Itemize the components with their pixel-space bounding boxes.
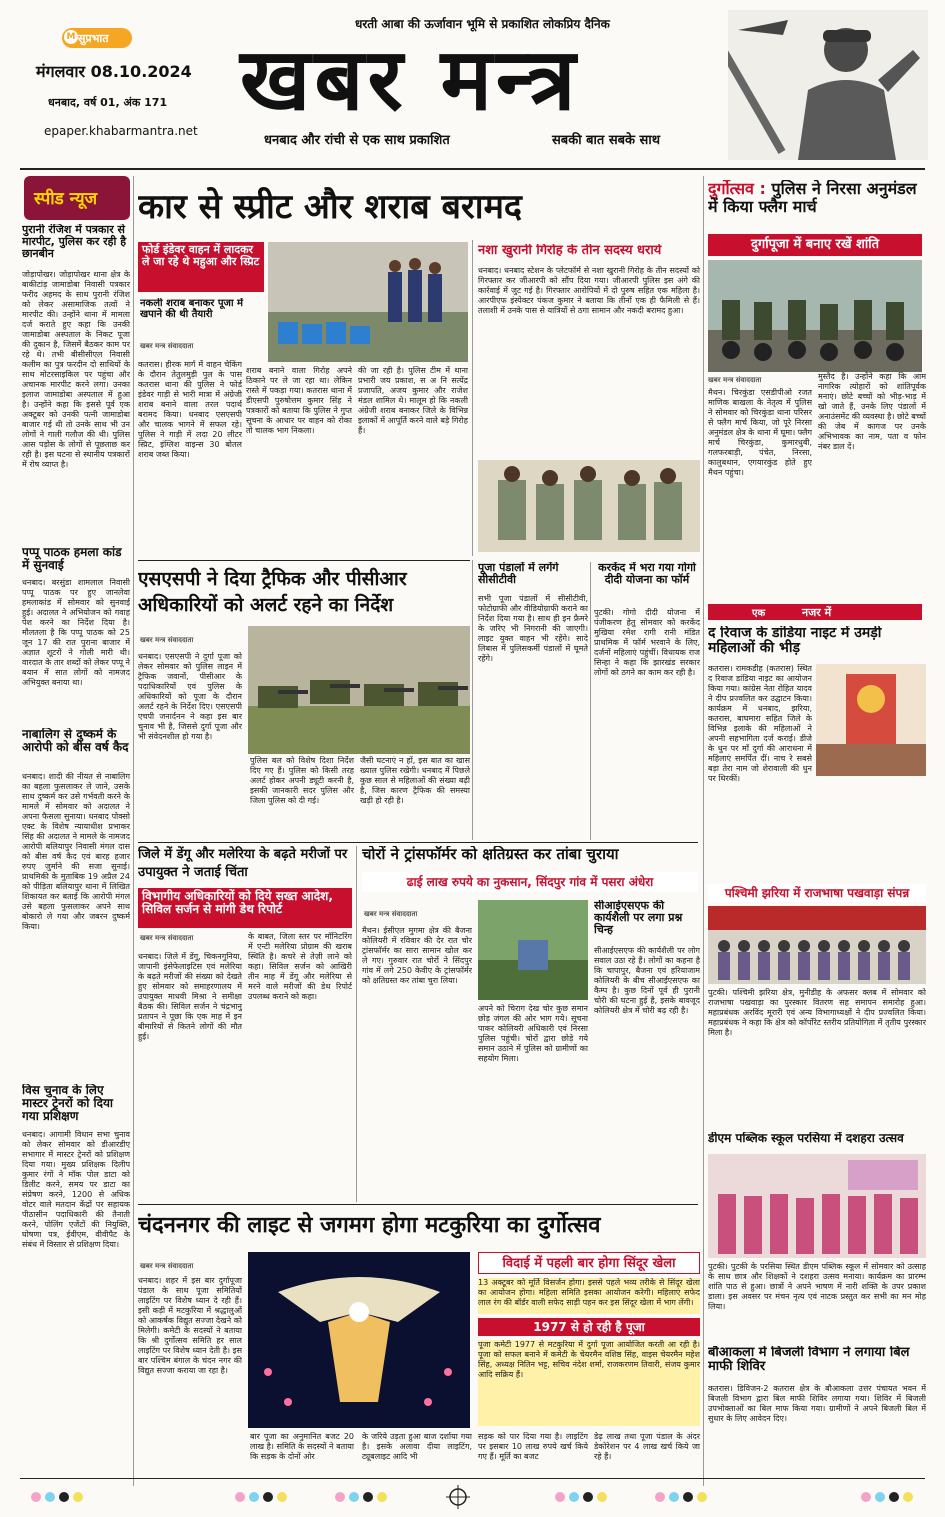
ssp-col-1: धनबाद। एसएसपी ने दुर्गा पूजा को लेकर सोमवार को पुलिस लाइन में ट्रैफिक जवानों, पीसीआर के पदाधिकारियों एवं पुलिस के अधिकारियों को पूजा के दौरान अलर्ट रहने के निर्देश दिए। एसएसपी एचपी जनार्दनन ने कहा इस बार चुनाव भी है, जिससे दुर्गा पूजा और भी संवेदनशील हो गया है। <box>138 652 242 741</box>
masthead-title: खबर मन्त्र <box>240 29 580 130</box>
gang-photo <box>478 460 700 552</box>
lead-photo <box>268 242 468 362</box>
baunakala-headline: बौआकला में बिजली विभाग ने लगाया बिल माफी शिविर <box>708 1346 910 1375</box>
lead-col-3: की जा रही है। पुलिस टीम में थाना प्रभारी जय प्रकाश, स अ नि सत्येंद्र प्रजापति, अजय कुमार और राजेश मंडल शामिल थे। मालूम हो कि नकली अंग्रेजी शराब बनाकर जिले के विभिन्न इलाकों में आपूर्ति करने वाले बड़े गिरोह हैं। <box>358 366 468 435</box>
chandan-byline: खबर मन्त्र संवाददाता <box>140 1262 194 1270</box>
durgotsav-photo <box>708 260 922 372</box>
jharia-body: पुटकी। पश्चिमी झरिया क्षेत्र, मुनीडीह के अफसर क्लब में सोमवार को राजभाषा पखवाड़ा का पुरस्कार वितरण सह समापन समारोह हुआ। महाप्रबंधक अरविंद मूरारी एवं अन्य विभागाध्यक्षों ने दीप प्रज्वलित किया। महाप्रबंधक ने कहा कि क्षेत्र को कॉर्पोरेट स्तरीय प्रतियोगिता में तृतीय पुरस्कार मिला है। <box>708 988 926 1037</box>
pandal-headline: पूजा पंडालों में लगेंगे सीसीटीवी <box>478 562 559 587</box>
cisf-headline: सीआईएसएफ की कार्यशैली पर लगा प्रश्न चिन्ह <box>594 900 683 937</box>
left-news-4-body: धनबाद। आगामी विधान सभा चुनाव को लेकर सोमवार को डीआरडीए सभागार में मास्टर ट्रेनरों को प्रशिक्षण दिया गया। मुख्य प्रशिक्षक दिलीप कुमार रंगों ने मॉक पोल डाटा को डिलीट करने, समय पर डाटा का संप्रेषण करने, 1200 से अधिक वोटर वाले मतदान केंद्रों पर सहायक पीठासीन पदाधिकारी की तैनाती करने, पोलिंग एजेंटों की नियुक्ति, घोषणा पत्र, ईवीएम, वीवीपैट के संबंध में विस्तार से प्रशिक्षण दिया। <box>22 1130 130 1249</box>
masthead-sub-left: धनबाद और रांची से एक साथ प्रकाशित <box>264 133 450 148</box>
ssp-col-3: जैसी घटनाएं न हों, इस बात का खास ख्याल पुलिस रखेगी। धनबाद में पिछले कुछ साल से महिलाओं की संख्या बढ़ी है, जिस कारण ट्रैफिक की समस्या खड़ी हो रही है। <box>360 756 470 805</box>
ek-nazar-bar <box>708 604 922 620</box>
chandan-col-2: बार पूजा का अनुमानित बजट 20 लाख है। समिति के सदस्यों ने बताया कि सड़क के दोनों ओर <box>250 1432 354 1461</box>
jharia-headline: पश्चिमी झरिया में राजभाषा पखवाड़ा संपन्न <box>708 884 926 902</box>
left-news-3-headline: नाबालिग से दुष्कर्म के आरोपी को बीस वर्ष कैद <box>22 728 129 755</box>
lead-col-2: शराब बनाने वाला गिरोह अपने ठिकाने पर ले जा रहा था। लेकिन रास्ते में पकड़ा गया। कतरास थाना में डीएसपी पुरुषोत्तम कुमार सिंह ने पत्रकारों को बताया कि पुलिस ने गुप्त सूचना के आधार पर वाहन को रोका तो चालक भाग निकला। <box>246 366 352 435</box>
website-link[interactable]: epaper.khabarmantra.net <box>44 124 198 138</box>
durgotsav-col-2: मुस्तैद है। उन्होंने कहा कि आम नागरिक त्योहारों को शांतिपूर्वक मनाएं। छोटे बच्चों को भीड़-भाड़ में खो जाते हैं, उनके लिए पंडालों में अनाउंसमेंट की व्यवस्था है। छोटे बच्चों की जेब में कागज पर उनके अभिभावक का नाम, पता व फोन नंबर डाल दें। <box>818 372 926 451</box>
sindoor-sub-bar: 1977 से हो रही है पूजा <box>478 1318 700 1336</box>
brand-small-label: सुप्रभात <box>78 32 109 45</box>
dandiya-body-2 <box>816 780 926 844</box>
left-news-4-headline: विस चुनाव के लिए मास्टर ट्रेनरों को दिया गया प्रशिक्षण <box>22 1084 114 1124</box>
jharia-photo <box>708 906 926 984</box>
day-date: मंगलवार 08.10.2024 <box>36 62 192 81</box>
lead-kicker-2: नकली शराब बनाकर पूजा में खपाने की थी तैयारी <box>140 298 244 320</box>
ek-nazar-label: नजर में <box>802 606 832 619</box>
left-news-2-body: धनबाद। बरसुंडा शामलाल निवासी पप्पू पाठक पर हुए जानलेवा हमलाकांड में सोमवार को सुनवाई हुई। अदालत ने अभियोजन को गवाह पेश करने का निर्देश दिया है। मौलतला है कि पप्पू पाठक को 25 जून 17 की रात पुराना बाजार में अज्ञात शूटरों ने गोली मारी थी। वारदात के तार शब्दों को लेकर पप्पू ने बयान में सात लोगों को नामजद अभियुक्त बनाया था। <box>22 578 130 687</box>
gang-body: धनबाद। धनबाद स्टेशन के प्लेटफॉर्म से नशा खुरानी गिरोह के तीन सदस्यों को गिरफ्तार कर जीआरपी को सौंप दिया गया। जीआरपी पुलिस इस अंगे की कार्रवाई में जुट गई है। गिरफ्तार आरोपियों में दो पुरुष सहित एक महिला है। आरपीएफ इंस्पेक्टर पंकज कुमार ने बताया कि तीनों एक ही फैमिली से हैं। तलाशी में उनके पास से यात्रियों से ठगा सामान और नकदी बरामद हुआ। <box>478 266 700 315</box>
ssp-byline: खबर मन्त्र संवाददाता <box>140 636 194 644</box>
left-news-1-headline: पुरानी रंजिश में पत्रकार से मारपीट, पुलिस कर रही है छानबीन <box>22 224 127 261</box>
miner-statue-image <box>728 10 928 160</box>
dengue-bar: विभागीय अधिकारियों को दिये सख्त आदेश, सिविल सर्जन से मांगी डेथ रिपोर्ट <box>138 888 352 928</box>
speed-news-logo <box>24 176 130 220</box>
left-news-4 <box>22 1084 130 1470</box>
ek-nazar-small: एक <box>752 608 766 619</box>
transformer-photo <box>478 900 588 1000</box>
dav-body: पुटकी। पुटकी के परसिया स्थित डीएम पब्लिक स्कूल में सोमवार को उत्साह के साथ छात्र और शिक्षकों ने दशहरा उत्सव मनाया। कार्यक्रम का प्रारम्भ शांति पाठ से हुआ। छात्रों ने अपने भाषण में नारी शक्ति के उपर प्रकाश डाला। इस अवसर पर मंचन नृत्य एवं नाटक प्रस्तुत कर सभी का मन मोह लिया। <box>708 1262 926 1311</box>
left-news-1-body: जोड़ापोखर। जोड़ापोखर थाना क्षेत्र के बाकीटांड़ जामाडोबा निवासी पत्रकार फरीद अहमद के साथ पुरानी रंजिश को लेकर असामाजिक तत्वों ने मारपीट की। उन्होंने थाना में मामला दर्ज कराते हुए कहा कि उनकी जामाडोबा अस्पताल के निकट पूजा की दुकान है, जिसमें बैठकर काम पर रहे थे। तभी बीसीसीएल निवासी कलीम का पुत्र फरदीन दो साथियों के साथ मोटरसाइकिल पर पहुंचा और अचानक मारपीट करने लगा। उनका इलाज जामाडोबा अस्पताल में हुआ है। उन्होंने कहा कि इससे पूर्व एक अक्टूबर को उनकी पत्नी जामाडोबा बाजार गई थी तो उनके साथ भी उन लोगों ने गाली गलौज की थी। पुलिस आस पड़ोस के लोगों से पूछताछ कर रही है। इस घटना से स्थानीय पत्रकारों में रोष व्याप्त है। <box>22 270 130 469</box>
dav-headline: डीएम पब्लिक स्कूल परसिया में दशहरा उत्सव <box>708 1132 904 1145</box>
sindoor-tail-1: सड़क को पार दिया गया है। लाइटिंग पर इसबार 10 लाख रुपये खर्च किये गए हैं। मूर्ति का बजट <box>478 1432 588 1461</box>
masthead <box>0 0 945 162</box>
left-news-2-headline: पप्पू पाठक हमला कांड में सुनवाई <box>22 546 122 573</box>
lead-col-1: कतरास। हीरक मार्ग में वाहन चेकिंग के दौरान तेतुलमुड़ी पुल के पास कतरास थाना की पुलिस ने फोर्ड इंडेवर गाड़ी से भारी मात्रा में अंग्रेजी शराब बनाने वाला तरल पदार्थ बरामद किया। धनबाद एसएसपी और चालक भागने में सफल रहे। पुलिस ने गाड़ी में लदा 20 लीटर स्प्रिट, इंग्लिश वाइन्स 30 बोतल शराब जब्त किया। <box>138 360 242 459</box>
dandiya-body: कतरास। रामकडीह (कतरास) स्थित द रिवाज डांडिया नाइट का आयोजन किया गया। कांग्रेस नेता रोहित यादव ने दीप प्रज्वलित कर उद्घाटन किया। कार्यक्रम में धनबाद, झरिया, कतरास, बाघमारा सहित जिले के विभिन्न इलाके की महिलाओं ने अपनी सहभागिता दर्ज कराई। डीजे के धुन पर माँ दुर्गा की आराधना में महिलाएं समर्पित दीं। नाच रे सबसे बड़ा तेरा नाम जो शेरावाली की धुन पर थिरकीं। <box>708 664 812 783</box>
transformer-headline: चोरों ने ट्रांसफॉर्मर को क्षतिग्रस्त कर तांबा चुराया <box>362 846 619 863</box>
chandan-photo <box>248 1252 470 1428</box>
dandiya-photo <box>816 664 926 776</box>
dengue-col-1: धनबाद। जिले में डेंगू, चिकनगुनिया, जापानी इंसेफेलाइटिस एवं मलेरिया के बढ़ते मरीजों की संख्या को देखते हुए सोमवार को समाहरणालय में उपायुक्त माधवी मिश्रा ने समीक्षा बैठक की। सिविल सर्जन ने चंद्रभानु प्रतापन ने पूछा कि एक माह में इन बीमारियों से कितने लोगों की मौत हुई। <box>138 952 242 1041</box>
sindoor-tail-2: डेढ़ लाख तथा पूजा पंडाल के अंदर डेकोरेशन पर 4 लाख खर्च किये जा रहे हैं। <box>594 1432 700 1461</box>
durgotsav-headline-red: दुर्गोत्सव : <box>708 180 766 198</box>
durgotsav-headline-text: पुलिस ने निरसा अनुमंडल में किया फ्लैग मार्च <box>708 180 917 216</box>
dengue-col-2: के बाबत, जिला स्तर पर मॉनिटरिंग में एन्टी मलेरिया प्रोग्राम की खराब स्थिति है। कचरे से तेज़ी लाने को कहा। सिविल सर्जन को आखिरी तीन माह में डेंगू और मलेरिया से मरने वाले मरीजों की डेथ रिपोर्ट उपलब्ध कराने को कहा। <box>248 932 352 1001</box>
durgotsav-byline: खबर मन्त्र संवाददाता <box>708 376 762 384</box>
pandal-body: सभी पूजा पंडालों में सीसीटीवी, फोटोग्राफी और वीडियोग्राफी कराने का निर्देश दिया गया है। साथ ही इन फ्रैमरे के जरिए भी निगरानी की जाएगी। लाइट युक्त वाहन भी रहेंगे। सादे लिबास में पुलिसकर्मी पंडालों में घूमते रहेंगे। <box>478 594 588 663</box>
chandan-col-1: धनबाद। शहर में इस बार दुर्गापूजा पंडाल के साथ पूजा समितियों लाइटिंग पर विशेष ध्यान दे रही हैं। इसी कड़ी में मटकुरिया में श्रद्धालुओं को आकर्षक विद्युत सज्जा देखने को मिलेगी। कमेटी के सदस्यों ने बताया कि श्री दुर्गोत्सव समिति हर साल लाइटिंग पर विशेष ध्यान देती है। इस बार पश्चिम बंगाल के चंदन नगर की विद्युत सज्जा कराया जा रहा है। <box>138 1276 242 1375</box>
masthead-sub-right: सबकी बात सबके साथ <box>552 133 660 148</box>
brand-m-icon: M <box>64 30 78 44</box>
cisf-body: सीआईएसएफ की कार्यशैली पर लोग सवाल उठा रहे हैं। लोगों का कहना है कि चापापुर, बैजना एवं हरियाजाम कोलियरी के बीच सीआईएसएफ का कैम्प है। कुछ दिनों पूर्व ही पुरानी चोरी की घटना हुई है, इसके बावजूद कोलियरी क्षेत्र में चोरी बढ़ रही है। <box>594 946 700 1015</box>
dav-photo <box>708 1154 926 1258</box>
ssp-col-2: पुलिस बल को विशेष दिशा निर्देश दिए गए हैं। पुलिस को किसी तरह अलर्ट होकर अपनी ड्यूटी करनी है, इसकी जानकारी सदर पुलिस और जिला पुलिस को दी गई। <box>250 756 354 805</box>
gogo-body: पुटकी। गोगो दीदी योजना में पंजीकरण हेतु सोमवार को करकेंद मुखिया रमेश रागी रानी मंडित प्राथमिक में फॉर्म भरवाने के लिए, दर्जनों महिलाएं पहुंचीं। विधायक राज सिन्हा ने कहा कि झारखंड सरकार लोगों को ठगने का काम कर रही है। <box>594 608 700 677</box>
dengue-byline: खबर मन्त्र संवाददाता <box>140 934 194 942</box>
durgotsav-bar: दुर्गापूजा में बनाए रखें शांति <box>708 234 922 256</box>
left-news-3 <box>22 728 130 1080</box>
registration-marks <box>0 1482 945 1512</box>
left-news-2 <box>22 546 130 722</box>
dandiya-headline: द रिवाज के डांडिया नाइट में उमड़ी महिलाओं की भीड़ <box>708 626 882 657</box>
durgotsav-headline <box>708 180 928 215</box>
lead-byline: खबर मन्त्र संवाददाता <box>140 342 194 350</box>
lead-headline: कार से स्प्रीट और शराब बरामद <box>138 187 522 227</box>
left-news-3-body: धनबाद। शादी की नीयत से नाबालिग का बहला फुसलाकर ले जाने, उसके साथ दुष्कर्म कर उसे गर्भवती करने के मामले में सोमवार को अदालत ने अपना फैसला सुनाया। धनबाद पोक्सो एक्ट के विशेष न्यायाधीश प्रभाकर सिंह की अदालत ने मामले के नामजद आरोपी बलियापुर निवासी मंगल दास को बीस वर्ष कैद एवं बारह हजार रुपए जुर्माने की सजा सुनाई। प्राथमिकी के मुताबिक 19 अप्रैल 24 को पीड़िता बलियापुर थाना में लिखित शिकायत कर बताई कि आरोपी मंगल उसे बहला फुसलाकर अपने साथ बोकारो ले गया और जबरन दुष्कर्म किया। <box>22 772 130 931</box>
transformer-col-2: अपने को चिराग देख चोर कुछ समान छोड़ जंगल की ओर भाग गये। सूचना पाकर कोलियरी अधिकारी एवं निरसा पुलिस पहुंची। चोरों द्वारा छोड़े गये समान उठाने में पुलिस को ग्रामीणों का सहयोग मिला। <box>478 1004 588 1063</box>
sindoor-body: 13 अक्टूबर को मूर्ति विसर्जन होगा। इससे पहले भव्य तरीके से सिंदूर खेला का आयोजन होगा। महिला समिति इसका आयोजन करेगी। महिलाएं सफेद लाल रंग की बॉर्डर वाली सफेद साड़ी पहन कर इस सिंदूर खेला में भाग लेंगी। <box>478 1278 700 1314</box>
dengue-headline: जिले में डेंगू और मलेरिया के बढ़ते मरीजों पर उपायुक्त ने जताई चिंता <box>138 847 348 880</box>
chandan-col-3: के जरिये उड़ता हुआ बाज दर्शाया गया है। इसके अलावा दीया लाइटिंग, ट्यूबलाइट आदि भी <box>362 1432 472 1461</box>
left-news-1 <box>22 224 130 562</box>
durgotsav-col-1: मैथन। चिरकुंडा एसडीपीओ रजत माणिक बाखला के नेतृत्व में पुलिस ने सोमवार को चिरकुंडा थाना परिसर से फ्लैग मार्च किया, जो पूरे निरसा अनुमंडल क्षेत्र के थाना में घूमा। फ्लैग मार्च चिरकुंडा, कुमारधुबी, गलफरबाड़ी, पंचेत, निरसा, कालुबथान, एगयारकुंड होते हुए मैथन पहुंचा। <box>708 388 812 477</box>
chandan-headline: चंदननगर की लाइट से जगमग होगा मटकुरिया का दुर्गोत्सव <box>138 1213 601 1238</box>
ssp-headline: एसएसपी ने दिया ट्रैफिक और पीसीआर अधिकारियों को अलर्ट रहने का निर्देश <box>138 568 407 616</box>
sindoor-bar: विदाई में पहली बार होगा सिंदूर खेला <box>478 1252 700 1274</box>
transformer-bar: ढाई लाख रुपये का नुकसान, सिंदपुर गांव में पसरा अंधेरा <box>362 872 698 892</box>
brand-badge <box>62 28 132 48</box>
transformer-byline: खबर मन्त्र संवाददाता <box>364 910 418 918</box>
sindoor-sub-body: पूजा कमेटी 1977 से मटकुरिया में दुर्गा पूजा आयोजित करती आ रही है। पूजा को सफल बनाने में कमेटी के चेयरमैन वशिष्ठ सिंह, वाइस चेयरमैन महेश सिंह, अध्यक्ष नितिन भट्ट, सचिव नंदेश शर्मा, राजकरणम तिवारी, संजय कुमार आदि सक्रिय हैं। <box>478 1340 700 1426</box>
gang-headline: नशा खुरानी गिरोह के तीन सदस्य धराये <box>478 244 662 258</box>
baunakala-body: कतरास। डिविजन-2 कतरास क्षेत्र के बौआकला उत्तर पंचायत भवन में बिजली विभाग द्वारा बिल माफी शिविर लगाया गया। शिविर में बिजली उपभोक्ताओं का बिल माफ किया गया। ग्रामीणों ने अपने बिजली बिल में सुधार के लिए आवेदन दिए। <box>708 1384 926 1423</box>
gogo-headline: करकेंद में भरा गया गोगो दीदी योजना का फॉर्म <box>598 562 696 587</box>
ssp-photo <box>248 626 470 754</box>
speed-news-logo-text: स्पीड न्यूज <box>34 189 98 209</box>
tagline-top: धरती आबा की ऊर्जावान भूमि से प्रकाशित लोकप्रिय दैनिक <box>355 17 610 31</box>
transformer-col-1: मैथन। ईसीएल मुगमा क्षेत्र की बैजना कोलियरी में रविवार की देर रात चोर ट्रांसफॉर्मर का सारा सामान खोल कर ले गए। गुरुवार रात चोरों ने सिंदपुर गांव में लगे 250 केवीए के ट्रांसफॉर्मर को क्षतिग्रस्त कर तांबा चुरा लिया। <box>362 926 472 985</box>
lead-kicker-1: फोर्ड इंडेवर वाहन में लादकर ले जा रहे थे महुआ और स्प्रिट <box>138 242 264 292</box>
edition-info: धनबाद, वर्ष 01, अंक 171 <box>48 96 168 109</box>
